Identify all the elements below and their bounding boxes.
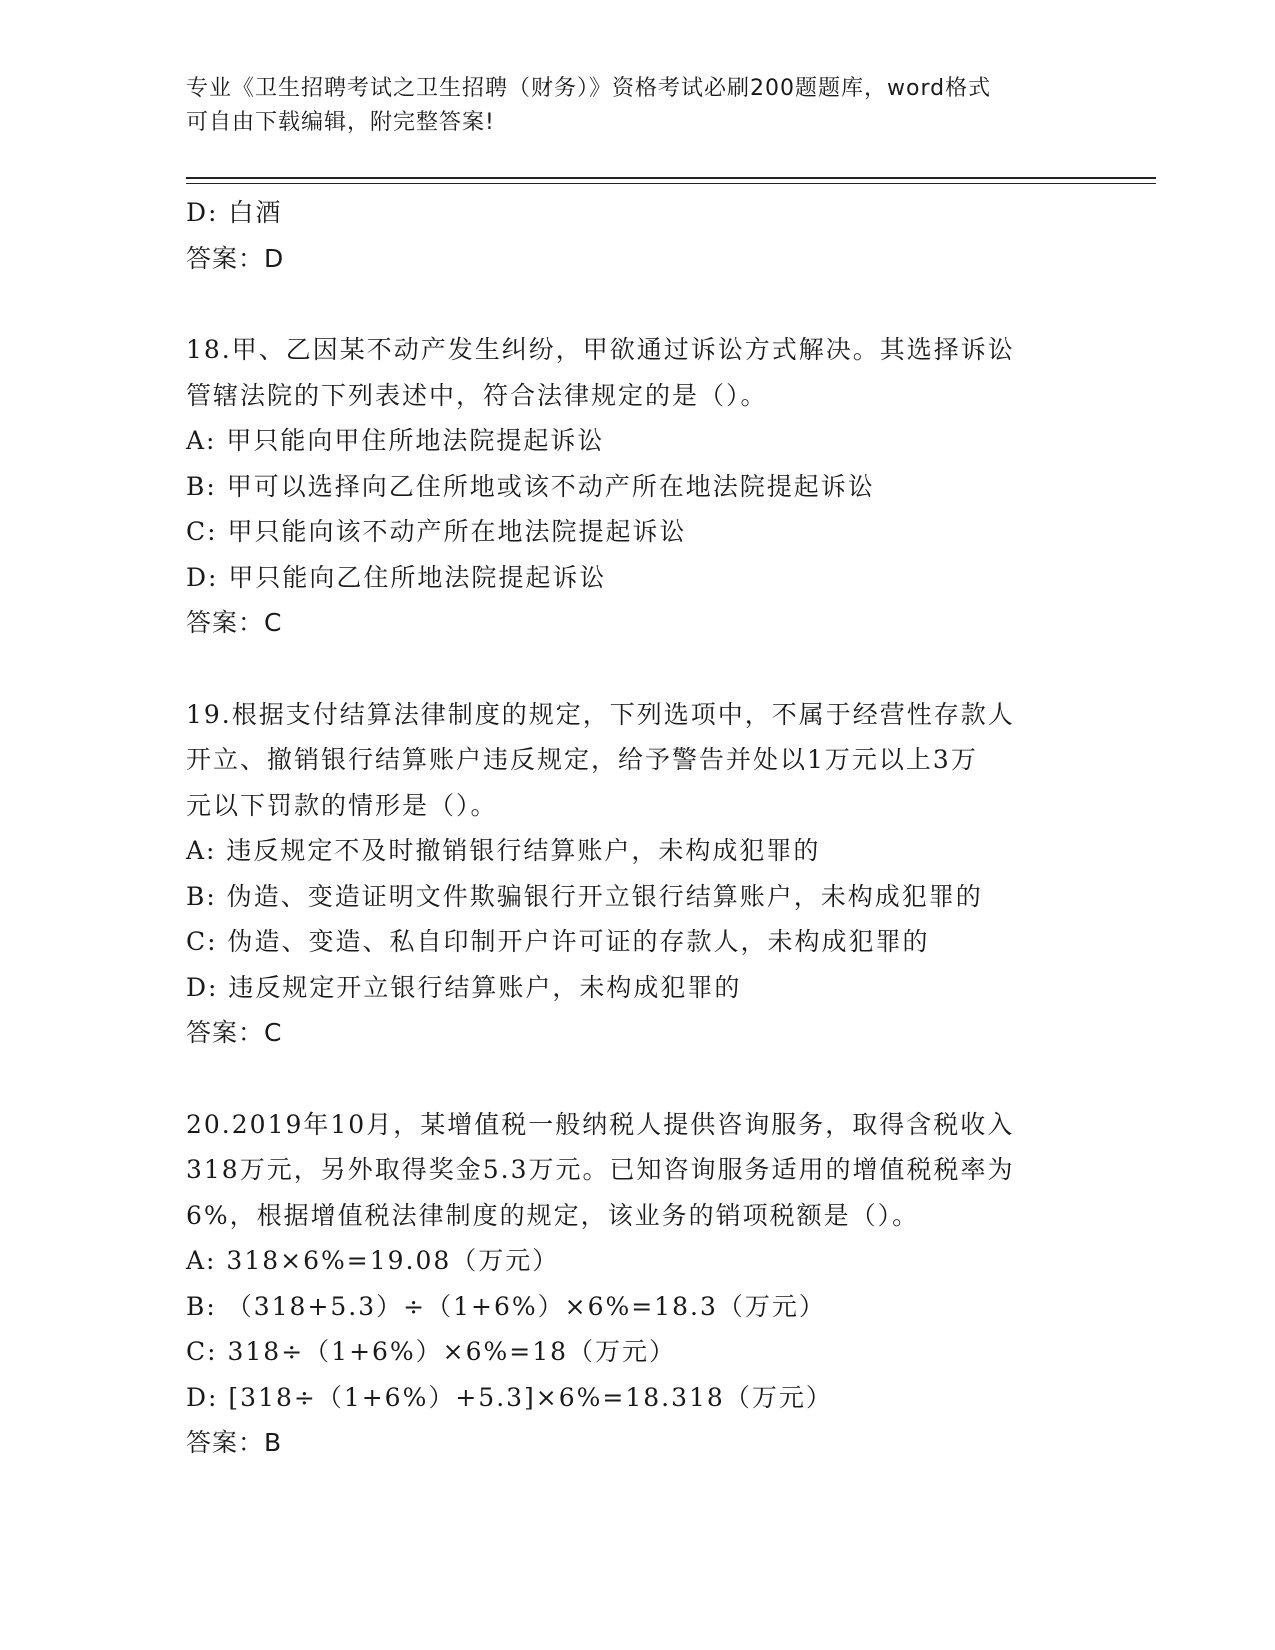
header-divider-thick xyxy=(186,177,1156,179)
option-c: C: 318÷（1+6%）×6%=18（万元） xyxy=(186,1337,677,1366)
spacer xyxy=(186,281,1086,327)
option-d: D: 违反规定开立银行结算账户，未构成犯罪的 xyxy=(186,972,742,1002)
option-d: D: [318÷（1+6%）+5.3]×6%=18.318（万元） xyxy=(186,1382,833,1412)
option-a: A: 318×6%=19.08（万元） xyxy=(186,1246,560,1275)
option-b: B: 伪造、变造证明文件欺骗银行开立银行结算账户，未构成犯罪的 xyxy=(186,881,983,911)
option-c: C: 甲只能向该不动产所在地法院提起诉讼 xyxy=(186,517,687,546)
option-d: D: 白酒 xyxy=(186,198,283,227)
question-20 xyxy=(186,1102,1086,1466)
question-17-tail xyxy=(186,190,1086,281)
question-text-line: 20.2019年10月，某增值税一般纳税人提供咨询服务，取得含税收入 xyxy=(186,1109,1015,1139)
answer-line: 答案：B xyxy=(186,1428,283,1457)
option-a: A: 违反规定不及时撤销银行结算账户，未构成犯罪的 xyxy=(186,836,821,865)
question-18 xyxy=(186,327,1086,646)
question-text-line: 开立、撤销银行结算账户违反规定，给予警告并处以1万元以上3万 xyxy=(186,745,978,774)
question-text-line: 18.甲、乙因某不动产发生纠纷，甲欲通过诉讼方式解决。其选择诉讼 xyxy=(186,335,1015,364)
header-line-2: 可自由下载编辑，附完整答案! xyxy=(186,110,495,135)
document-header xyxy=(186,72,1086,140)
answer-line: 答案：C xyxy=(186,608,283,637)
header-line-1: 专业《卫生招聘考试之卫生招聘（财务）》资格考试必刷200题题库，word格式 xyxy=(186,76,992,101)
option-b: B: （318+5.3）÷（1+6%）×6%=18.3（万元） xyxy=(186,1291,826,1321)
option-a: A: 甲只能向甲住所地法院提起诉讼 xyxy=(186,426,605,455)
question-19 xyxy=(186,692,1086,1056)
question-text-line: 管辖法院的下列表述中，符合法律规定的是（）。 xyxy=(186,380,768,410)
question-text-line: 元以下罚款的情形是（）。 xyxy=(186,790,498,820)
question-text-line: 318万元，另外取得奖金5.3万元。已知咨询服务适用的增值税税率为 xyxy=(186,1155,1015,1184)
spacer xyxy=(186,1056,1086,1102)
option-c: C: 伪造、变造、私自印制开户许可证的存款人，未构成犯罪的 xyxy=(186,927,930,956)
header-divider-thin xyxy=(186,183,1156,184)
answer-line: 答案：D xyxy=(186,243,285,273)
question-text-line: 19.根据支付结算法律制度的规定，下列选项中，不属于经营性存款人 xyxy=(186,699,1015,729)
option-b: B: 甲可以选择向乙住所地或该不动产所在地法院提起诉讼 xyxy=(186,471,875,501)
document-body xyxy=(186,190,1086,1466)
option-d: D: 甲只能向乙住所地法院提起诉讼 xyxy=(186,562,607,592)
answer-line: 答案：C xyxy=(186,1018,283,1047)
question-text-line: 6%，根据增值税法律制度的规定，该业务的销项税额是（）。 xyxy=(186,1200,920,1230)
spacer xyxy=(186,646,1086,692)
